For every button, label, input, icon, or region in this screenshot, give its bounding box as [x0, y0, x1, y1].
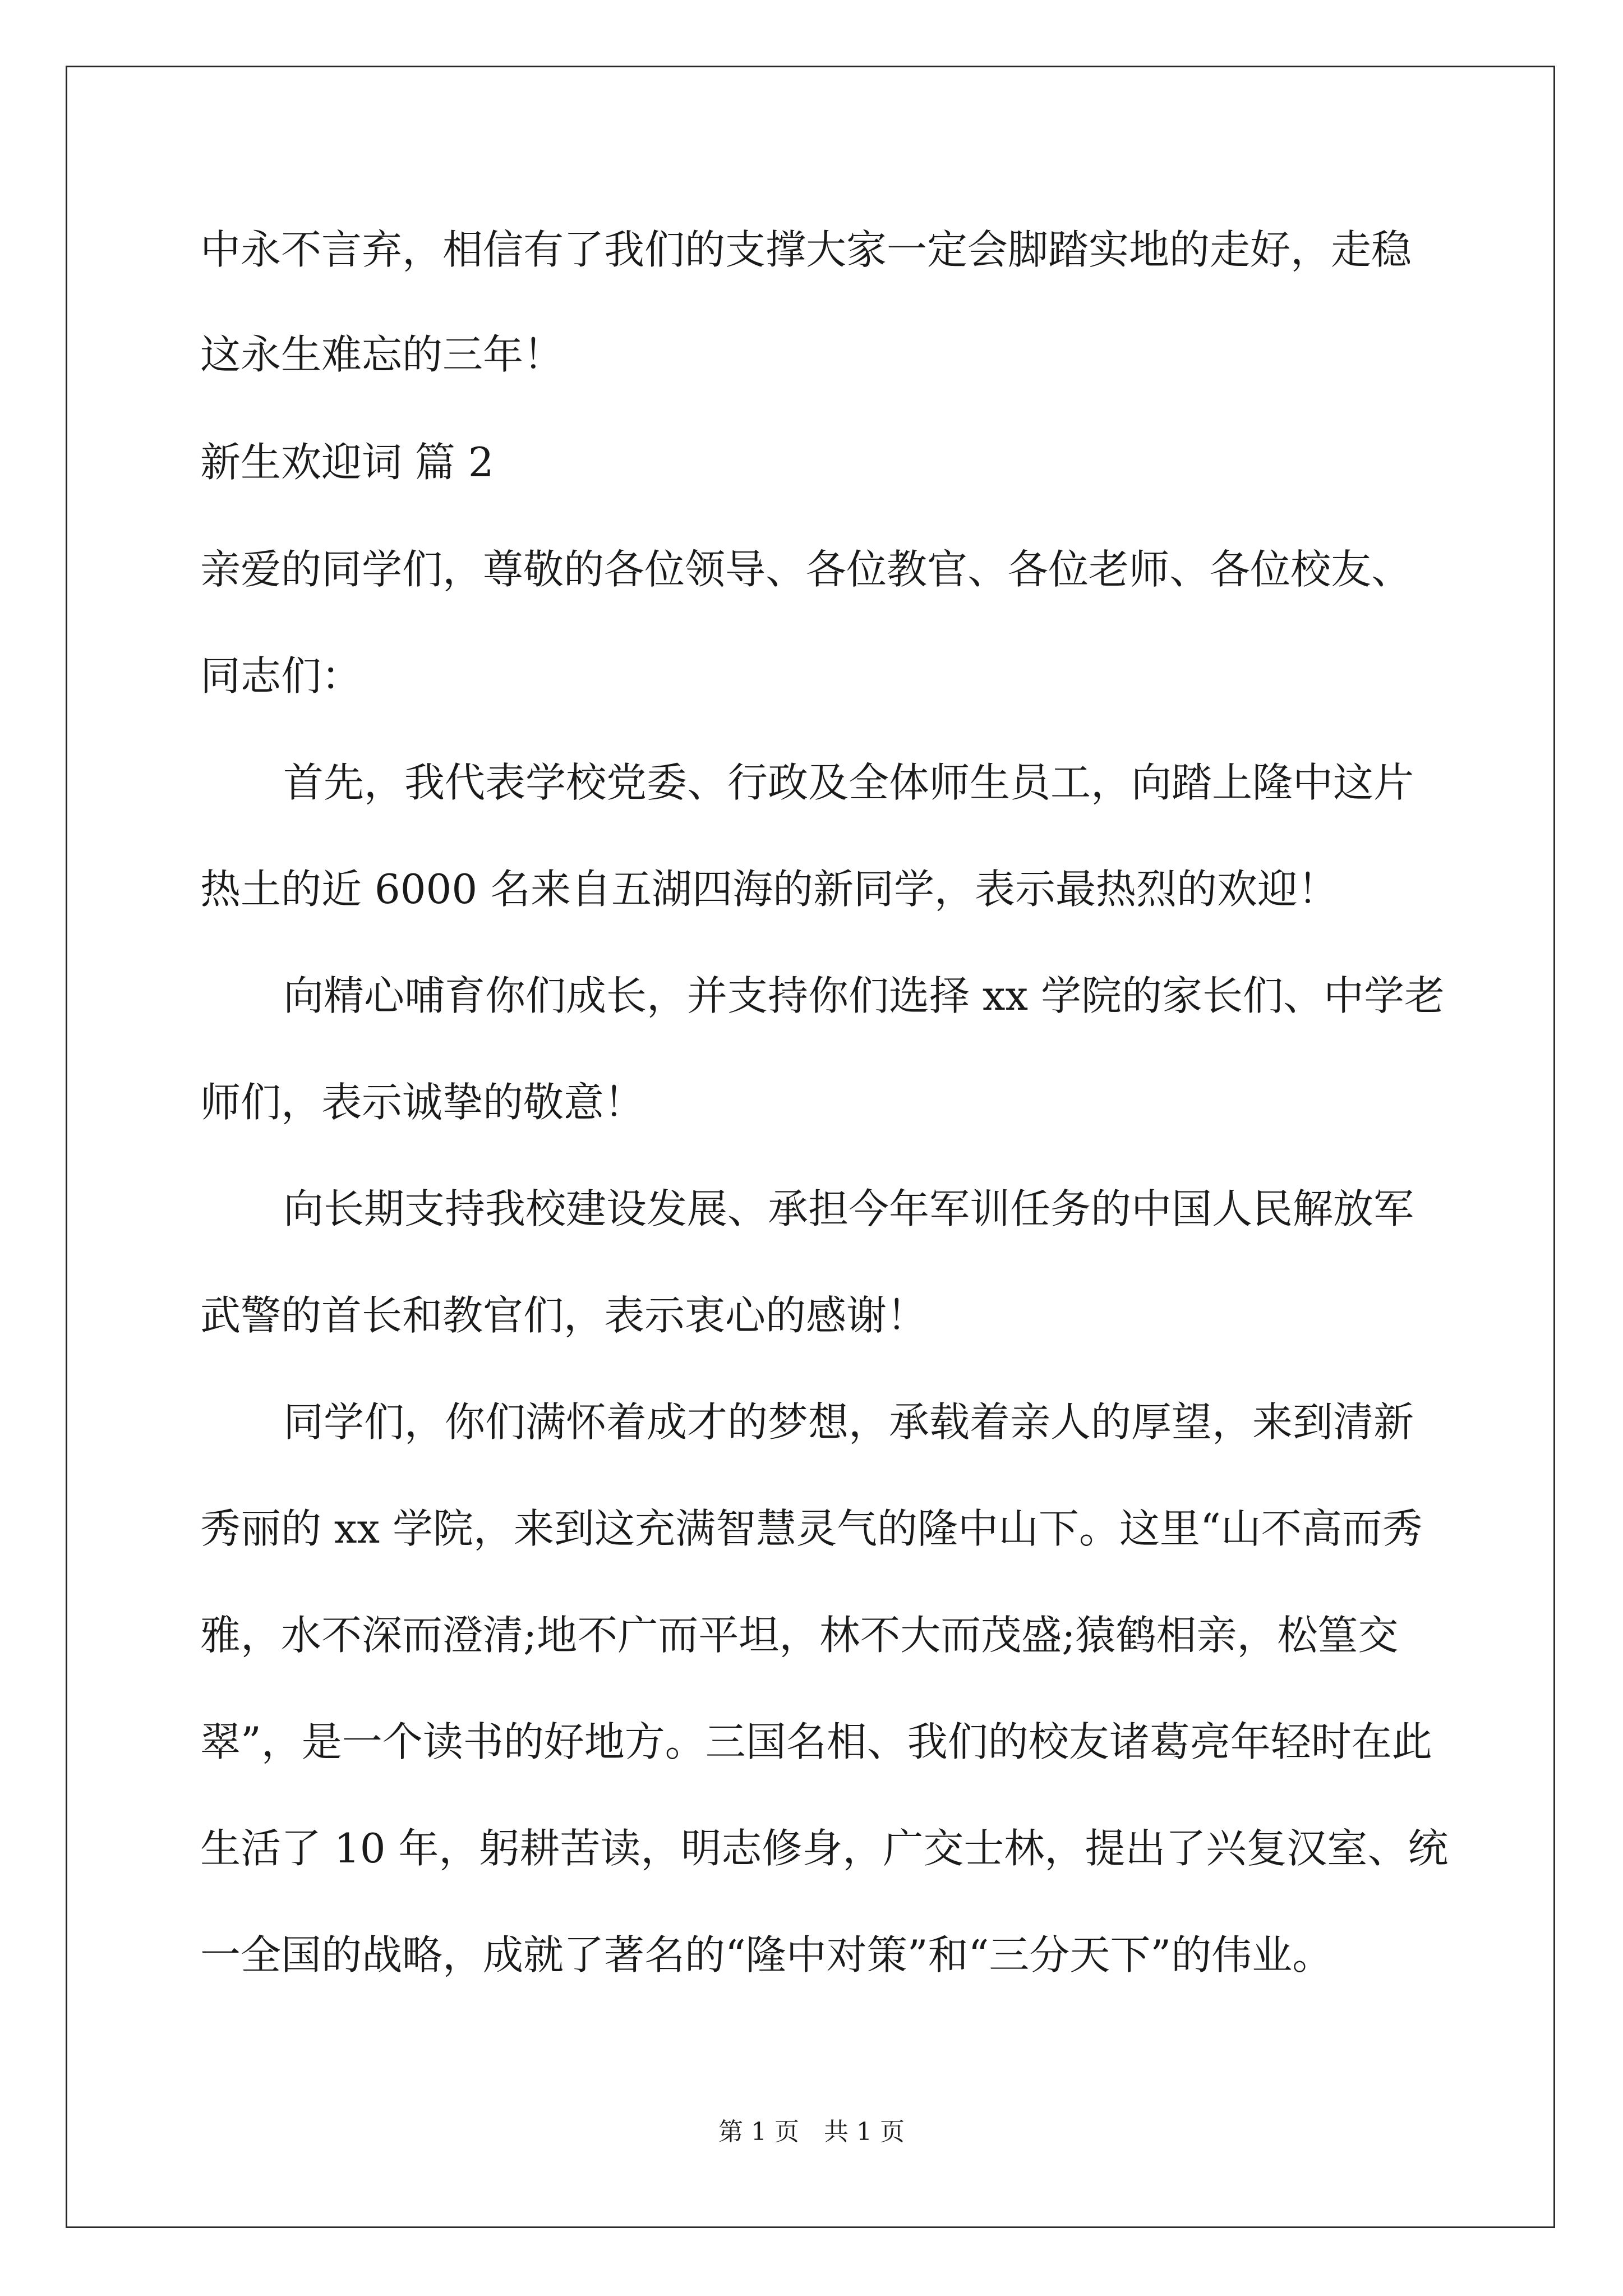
paragraph-line: 亲爱的同学们，尊敬的各位领导、各位教官、各位老师、各位校友、: [200, 546, 1412, 593]
paragraph-line: 向精心哺育你们成长，并支持你们选择 xx 学院的家长们、中学老: [283, 972, 1445, 1019]
paragraph-line: 这永生难忘的三年！: [200, 331, 564, 378]
paragraph-line: 首先，我代表学校党委、行政及全体师生员工，向踏上隆中这片: [283, 759, 1414, 806]
section-heading: 新生欢迎词 篇 2: [200, 439, 494, 486]
paragraph-line: 同学们，你们满怀着成才的梦想，承载着亲人的厚望，来到清新: [283, 1398, 1414, 1446]
paragraph-line: 热土的近 6000 名来自五湖四海的新同学，表示最热烈的欢迎！: [200, 866, 1339, 913]
paragraph-line: 中永不言弃，相信有了我们的支撑大家一定会脚踏实地的走好，走稳: [200, 226, 1412, 273]
paragraph-line: 武警的首长和教官们，表示衷心的感谢！: [200, 1292, 928, 1339]
paragraph-line: 同志们：: [200, 652, 362, 700]
paragraph-line: 师们，表示诚挚的敬意！: [200, 1079, 645, 1126]
paragraph-line: 秀丽的 xx 学院，来到这充满智慧灵气的隆中山下。这里“山不高而秀: [200, 1505, 1423, 1552]
paragraph-line: 向长期支持我校建设发展、承担今年军训任务的中国人民解放军: [283, 1185, 1414, 1232]
page-border: [66, 66, 1555, 2228]
paragraph-line: 雅，水不深而澄清;地不广而平坦，林不大而茂盛;猿鹤相亲，松篁交: [200, 1612, 1399, 1659]
page-footer: 第 1 页 共 1 页: [718, 2118, 905, 2146]
paragraph-line: 生活了 10 年，躬耕苦读，明志修身，广交士林，提出了兴复汉室、统: [200, 1825, 1449, 1872]
paragraph-line: 一全国的战略，成就了著名的“隆中对策”和“三分天下”的伟业。: [200, 1931, 1333, 1978]
paragraph-line: 翠”，是一个读书的好地方。三国名相、我们的校友诸葛亮年轻时在此: [200, 1718, 1432, 1765]
